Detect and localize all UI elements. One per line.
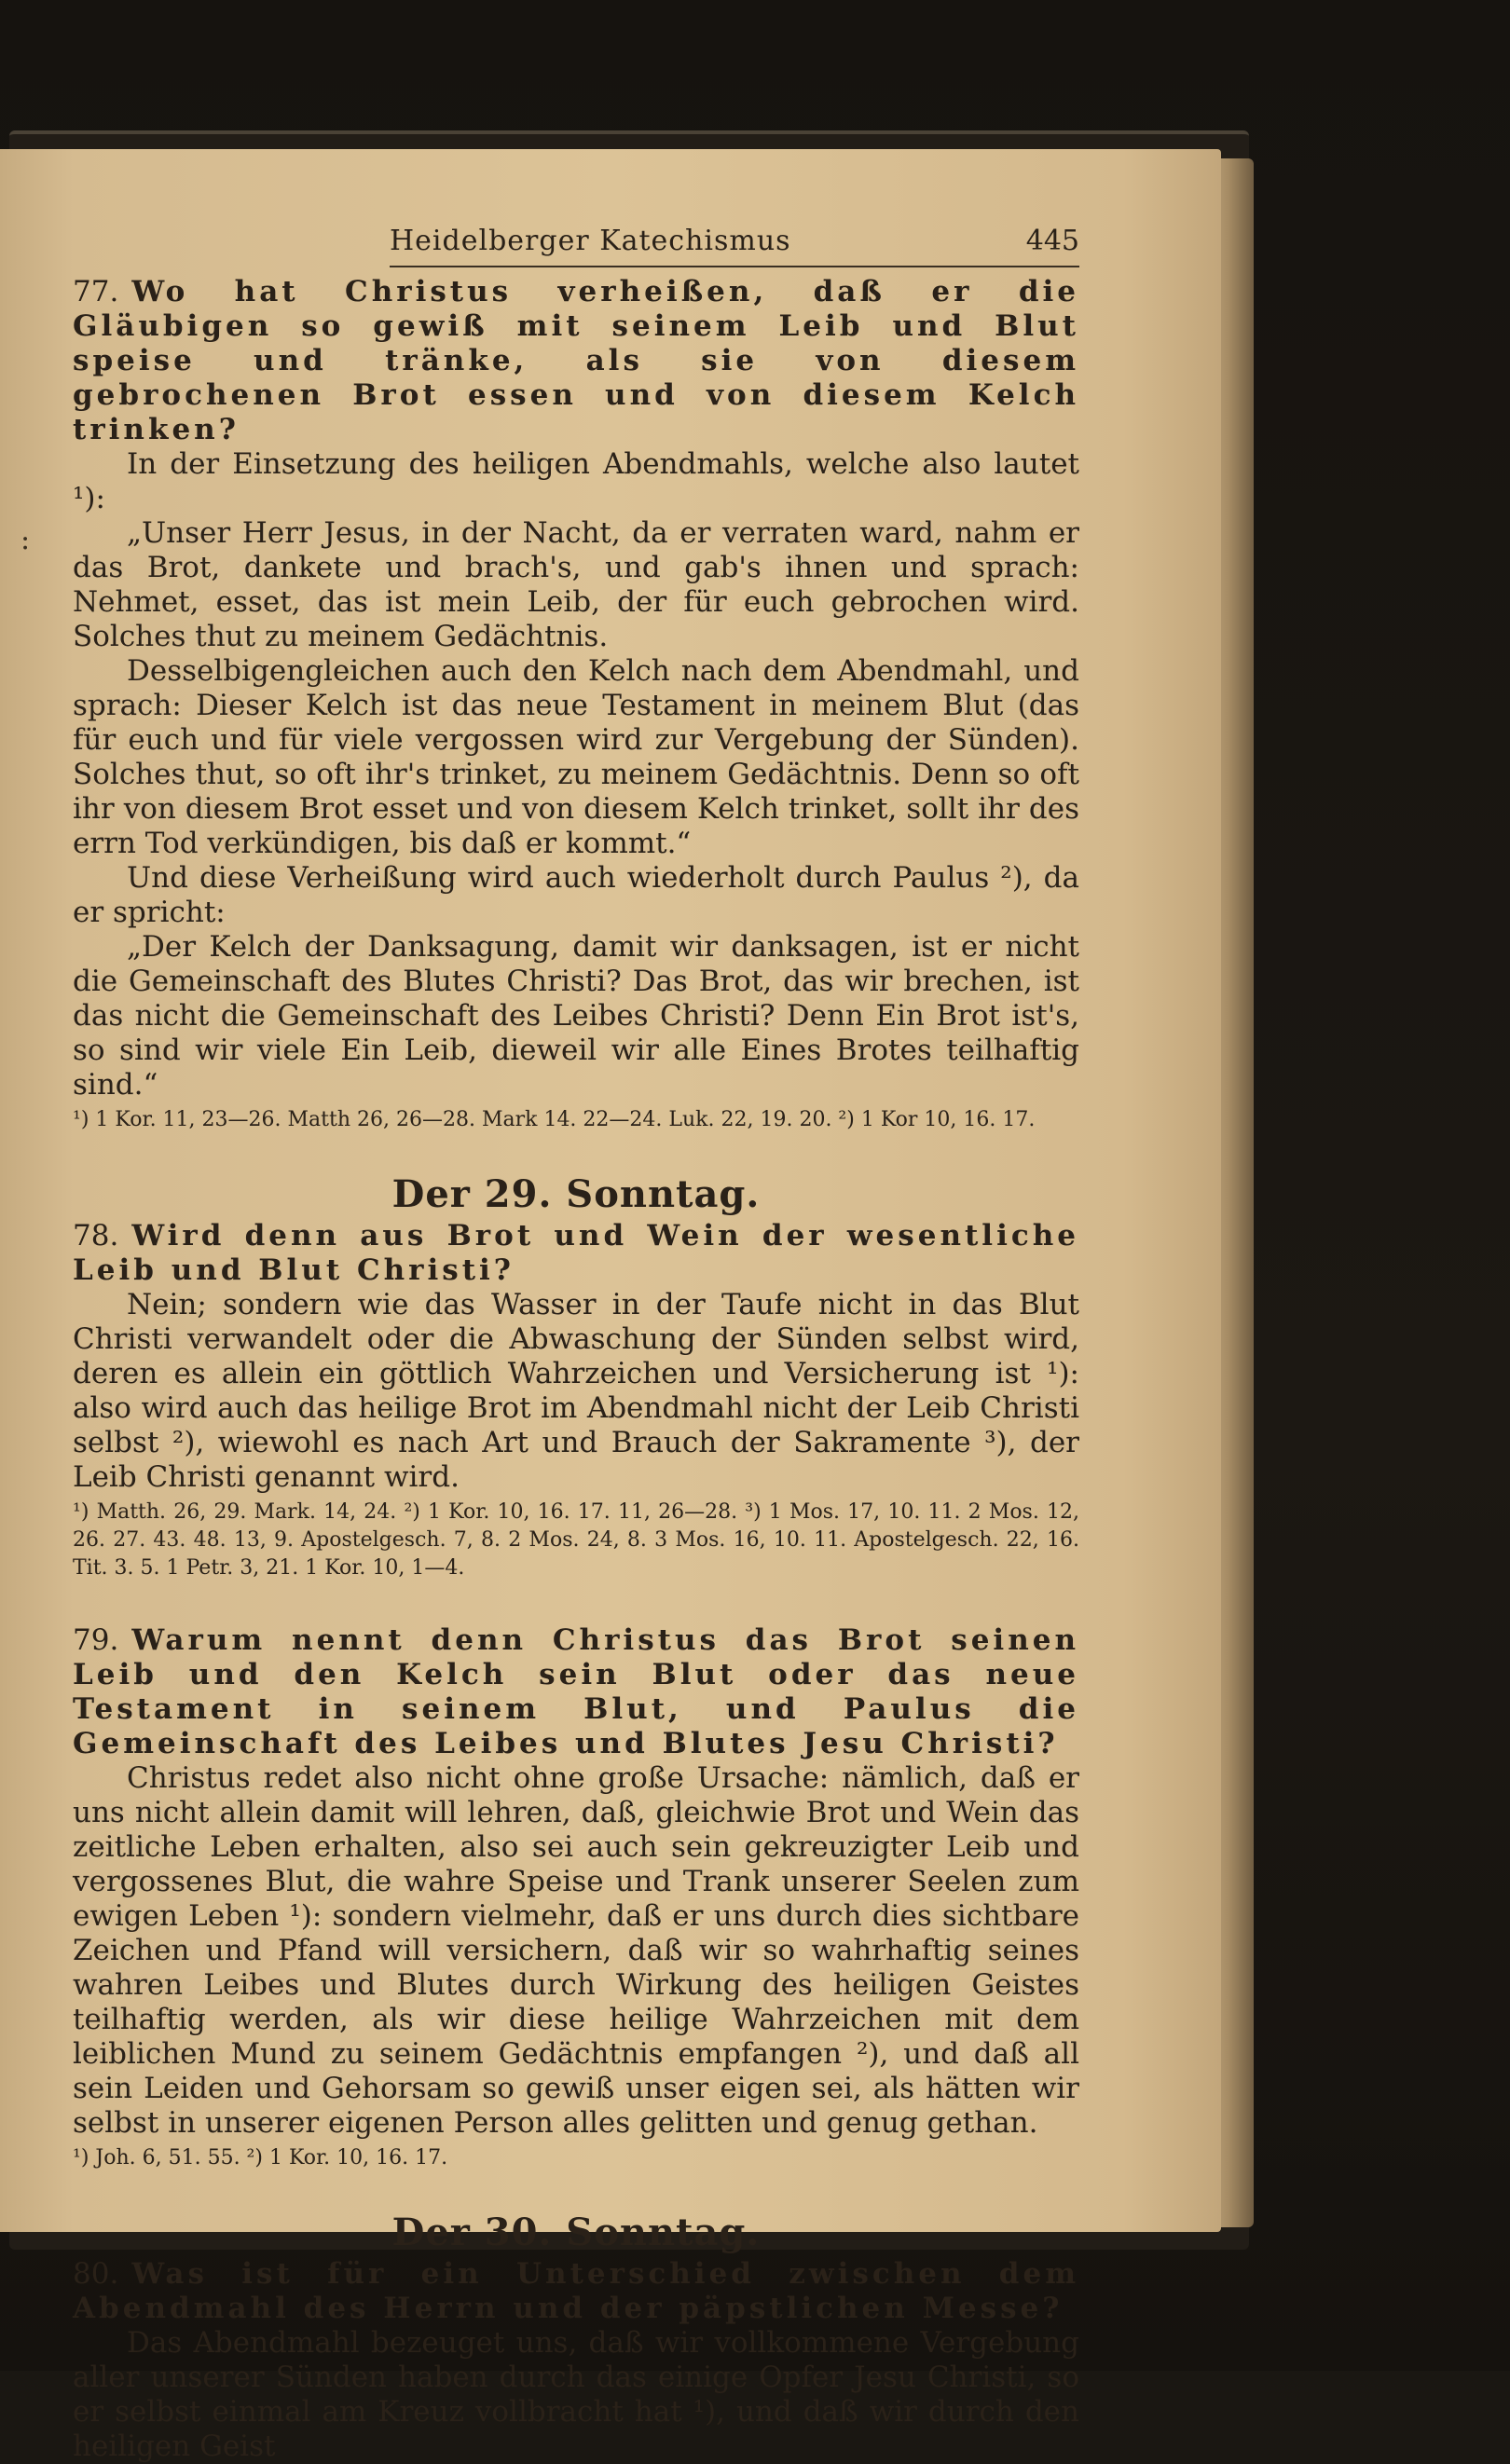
header-title: Heidelberger Katechismus [390,225,791,257]
answer-quote: „Unser Herr Jesus, in der Nacht, da er verraten ward, nahm er das Brot, dankete und brach's, und gab's ihnen und sprach: Nehmet, esset, das ist mein Leib, der für euch gebrochen wird. Solches thut zu meinem Gedächtnis. [73,516,1079,653]
question-text: Wird denn aus Brot und Wein der wesentliche Leib und Blut Christi? [73,1219,1079,1287]
question-text: Was ist für ein Unterschied zwischen dem Abendmahl des Herrn und der päpstlichen Messe? [73,2257,1079,2325]
section-heading: Der 30. Sonntag. [391,2211,761,2254]
margin-marks: : [21,524,31,556]
answer-quote: „Der Kelch der Danksagung, damit wir danksagen, ist er nicht die Gemeinschaft des Blutes Christi? Das Brot, das wir brechen, ist das nicht die Gemeinschaft des Leibes Christi? Denn Ein Brot ist's, so sind wir viele Ein Leib, dieweil wir alle Eines Brotes teilhaftig sind.“ [73,930,1079,1102]
footnote: ¹) Matth. 26, 29. Mark. 14, 24. ²) 1 Kor. 10, 16. 17. 11, 26—28. ³) 1 Mos. 17, 10. 11. 2 Mos. 12, 26. 27. 43. 48. 13, 9. Apostelgesch. 7, 8. 2 Mos. 24, 8. 3 Mos. 16, 10. 11. Apostelgesch. 22, 16. Tit. 3. 5. 1 Petr. 3, 21. 1 Kor. 10, 1—4. [73,1500,1079,1580]
page-content [73,224,1079,2464]
answer-quote: Desselbigengleichen auch den Kelch nach dem Abendmahl, und sprach: Dieser Kelch ist das neue Testament in meinem Blut (das für euch und für viele vergossen wird zur Vergebung der Sünden). Solches thut, so oft ihr's trinket, zu meinem Gedächtnis. Denn so oft ihr von diesem Brot esset und von diesem Kelch trinket, sollt ihr des errn Tod verkündigen, bis daß er kommt.“ [73,654,1079,860]
answer-paragraph: Das Abendmahl bezeuget uns, daß wir vollkommene Vergebung aller unserer Sünden haben durch das einige Opfer Jesu Christi, so er selbst einmal am Kreuz vollbracht hat ¹), und daß wir durch den heiligen Geist [73,2326,1079,2463]
answer-paragraph: Christus redet also nicht ohne große Ursache: nämlich, daß er uns nicht allein damit will lehren, daß, gleichwie Brot und Wein das zeitliche Leben erhalten, also sei auch sein gekreuzigter Leib und vergossenes Blut, die wahre Speise und Trank unserer Seelen zum ewigen Leben ¹): sondern vielmehr, daß er uns durch dies sichtbare Zeichen und Pfand will versichern, daß wir so wahrhaftig seines wahren Leibes und Blutes durch Wirkung des heiligen Geistes teilhaftig werden, als wir diese heilige Wahrzeichen mit dem leiblichen Mund zu seinem Gedächtnis empfangen ²), und daß all sein Leiden und Gehorsam so gewiß unser eigen sei, als hätten wir selbst in unserer eigenen Person alles gelitten und genug gethan. [73,1761,1079,2140]
answer-paragraph: Und diese Verheißung wird auch wiederholt durch Paulus ²), da er spricht: [73,861,1079,929]
footnote: ¹) Joh. 6, 51. 55. ²) 1 Kor. 10, 16. 17. [73,2146,448,2170]
question-number: 77. [73,275,119,308]
question-80 [73,2257,1079,2326]
page-number: 445 [1025,225,1079,257]
question-number: 79. [73,1623,119,1657]
question-number: 80. [73,2257,119,2291]
footnote: ¹) 1 Kor. 11, 23—26. Matth 26, 26—28. Mark 14. 22—24. Luk. 22, 19. 20. ²) 1 Kor 10, 16. 17. [73,1108,1036,1131]
question-text: Warum nennt denn Christus das Brot seinen Leib und den Kelch sein Blut oder das neue Testament in seinem Blut, und Paulus die Gemeinschaft des Leibes und Blutes Jesu Christi? [73,1623,1079,1760]
question-text: Wo hat Christus verheißen, daß er die Gläubigen so gewiß mit seinem Leib und Blut speise und tränke, als sie von diesem gebrochenen Brot essen und von diesem Kelch trinken? [73,275,1079,446]
question-77 [73,275,1079,447]
running-header [390,224,1079,267]
section-heading: Der 29. Sonntag. [391,1172,761,1216]
question-79 [73,1623,1079,1761]
question-78 [73,1219,1079,1288]
answer-paragraph: In der Einsetzung des heiligen Abendmahls, welche also lautet ¹): [73,447,1079,515]
question-number: 78. [73,1219,119,1253]
answer-paragraph: Nein; sondern wie das Wasser in der Taufe nicht in das Blut Christi verwandelt oder die Abwaschung der Sünden selbst wird, deren es allein ein göttlich Wahrzeichen und Versicherung ist ¹): also wird auch das heilige Brot im Abendmahl nicht der Leib Christi selbst ²), wiewohl es nach Art und Brauch der Sakramente ³), der Leib Christi genannt wird. [73,1288,1079,1494]
